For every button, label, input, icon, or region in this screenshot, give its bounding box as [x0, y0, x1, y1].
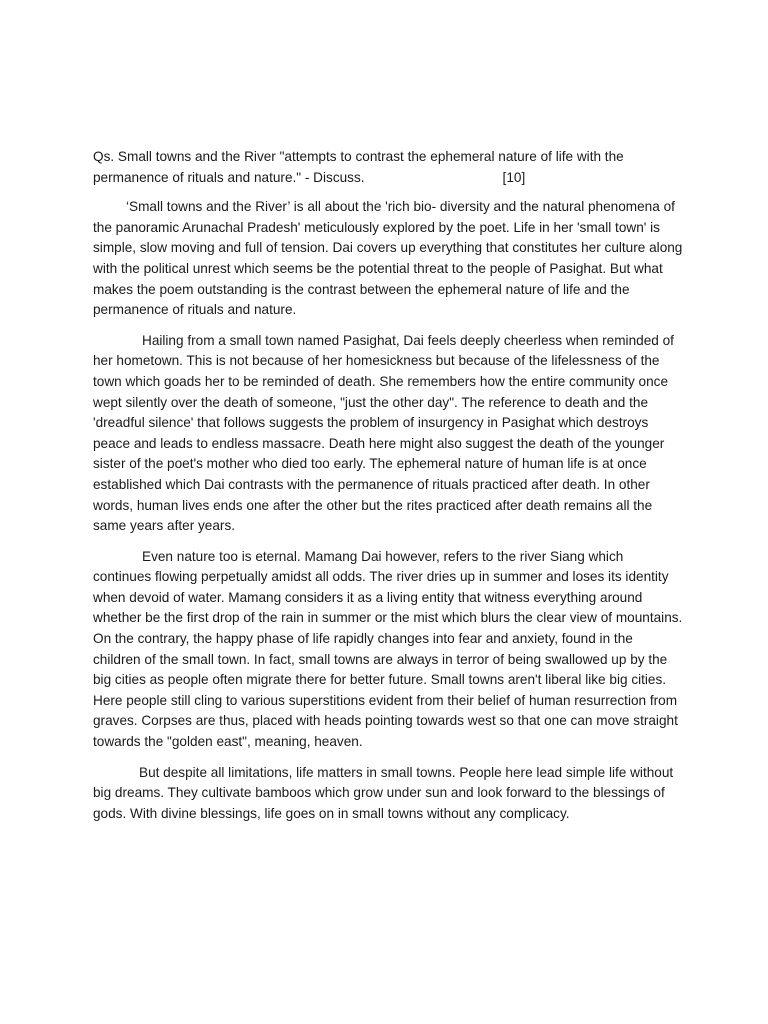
question-marks: [10] [502, 169, 526, 185]
paragraph-4: But despite all limitations, life matters in small towns. People here lead simple life without big dreams. They cultivate bamboos which grow under sun and look forward to the blessings of gods. With divine blessings, life goes on in small towns without any complicacy. [93, 764, 674, 821]
paragraph-3: Even nature too is eternal. Mamang Dai however, refers to the river Siang which continues flowing perpetually amidst all odds. The river dries up in summer and loses its identity when devoid of water. Mamang considers it as a living entity that witness everything around whether be the first drop of the rain in summer or the mist which blurs the clear view of mountains. On the contrary, the happy phase of life rapidly changes into fear and anxiety, found in the children of the small town. In fact, small towns are always in terror of being swallowed up by the big cities as people often migrate there for better future. Small towns aren't liberal like big cities. Here people still cling to various superstitions evident from their belief of human resurrection from graves. Corpses are thus, placed with heads pointing towards west so that one can move straight towards the "golden east", meaning, heaven. [93, 548, 683, 750]
paragraph-1: ‘Small towns and the River’ is all about the 'rich bio- diversity and the natural phenomena of the panoramic Arunachal Pradesh' meticulously explored by the poet. Life in her 'small town' is simple, slow moving and full of tension. Dai covers up everything that constitutes her culture along with the political unrest which seems be the potential threat to the people of Pasighat. But what makes the poem outstanding is the contrast between the ephemeral nature of life and the permanence of rituals and nature. [93, 199, 683, 318]
document-page [93, 147, 683, 834]
paragraph-2: Hailing from a small town named Pasighat, Dai feels deeply cheerless when reminded of her hometown. This is not because of her homesickness but because of the lifelessness of the town which goads her to be reminded of death. She remembers how the entire community once wept silently over the death of someone, "just the other day". The reference to death and the 'dreadful silence' that follows suggests the problem of insurgency in Pasighat which destroys peace and leads to endless massacre. Death here might also suggest the death of the younger sister of the poet's mother who died too early. The ephemeral nature of human life is at once established which Dai contrasts with the permanence of rituals practiced after death. In other words, human lives ends one after the other but the rites practiced after death remains all the same years after years. [93, 332, 674, 534]
question [93, 147, 683, 188]
question-text: Qs. Small towns and the River "attempts to contrast the ephemeral nature of life with the permanence of rituals and nature." - Discuss. [93, 149, 624, 185]
